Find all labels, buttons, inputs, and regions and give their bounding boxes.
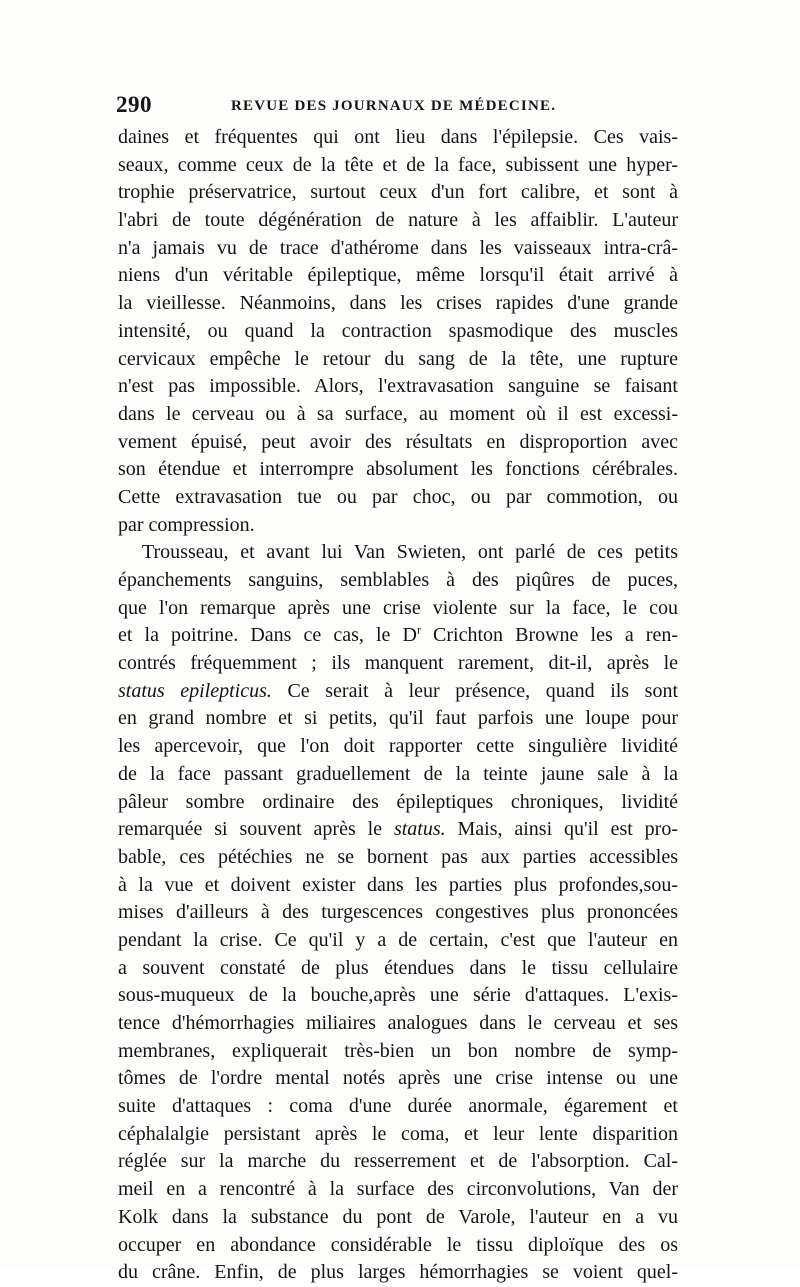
text-segment: vement épuisé, peut avoir des résultats en disproportion avec [118, 430, 678, 453]
text-line [118, 705, 678, 733]
text-segment: daines et fréquentes qui ont lieu dans l'épilepsie. Ces vais- [118, 126, 678, 148]
superscript-text: r [416, 622, 421, 637]
text-segment: du crâne. Enfin, de plus larges hémorrhagies se voient quel- [118, 1261, 678, 1284]
text-line [118, 207, 678, 235]
text-segment: les apercevoir, que l'on doit rapporter cette singulière lividité [118, 735, 678, 758]
text-segment: pâleur sombre ordinaire des épileptiques chroniques, lividité [118, 790, 678, 813]
text-segment: mises d'ailleurs à des turgescences congestives plus prononcées [118, 901, 678, 924]
text-segment: occuper en abondance considérable le tissu diploïque des os [118, 1233, 678, 1256]
text-segment: sous-muqueux de la bouche,après une série d'attaques. L'exis- [118, 984, 678, 1007]
text-segment: a souvent constaté de plus étendues dans le tissu cellulaire [118, 956, 678, 979]
text-line [118, 346, 678, 374]
text-line [118, 373, 678, 401]
text-segment: intensité, ou quand la contraction spasmodique des muscles [118, 319, 678, 342]
text-line [118, 235, 678, 263]
text-segment: Cette extravasation tue ou par choc, ou par commotion, ou [118, 485, 678, 508]
text-segment: dans le cerveau ou à sa surface, au moment où il est excessi- [118, 402, 678, 425]
italic-text: status. [393, 818, 446, 841]
text-segment: céphalalgie persistant après le coma, et leur lente disparition [118, 1122, 678, 1145]
text-segment: son étendue et interrompre absolument les fonctions cérébrales. [118, 458, 678, 481]
text-segment: seaux, comme ceux de la tête et de la face, subissent une hyper- [118, 153, 678, 176]
text-segment: et la poitrine. Dans ce cas, le D [118, 624, 417, 647]
text-segment: Ce serait à leur présence, quand ils sont [271, 679, 678, 702]
text-line [118, 622, 678, 650]
text-segment: l'abri de toute dégénération de nature à les affaiblir. L'auteur [118, 209, 678, 232]
text-segment: bable, ces pétéchies ne se bornent pas aux parties accessibles [118, 845, 678, 868]
text-segment: membranes, expliquerait très-bien un bon nombre de symp- [118, 1039, 678, 1062]
text-line [118, 816, 678, 844]
text-segment: remarquée si souvent après le [118, 818, 394, 841]
text-line [118, 678, 678, 706]
text-line [118, 872, 678, 900]
text-line [118, 539, 678, 567]
text-segment: par compression. [118, 513, 255, 536]
text-segment: cervicaux empêche le retour du sang de la tête, une rupture [118, 347, 678, 370]
text-line [118, 1065, 678, 1093]
text-line [118, 152, 678, 180]
text-segment: meil en a rencontré à la surface des circonvolutions, Van der [118, 1178, 678, 1201]
text-segment: Mais, ainsi qu'il est pro- [445, 818, 678, 841]
text-segment: à la vue et doivent exister dans les parties plus profondes,sou- [118, 873, 678, 896]
text-line [118, 789, 678, 817]
text-line [118, 733, 678, 761]
text-line [118, 456, 678, 484]
text-segment: que l'on remarque après une crise violente sur la face, le cou [118, 596, 678, 619]
text-segment: n'est pas impossible. Alors, l'extravasation sanguine se faisant [118, 375, 678, 398]
text-line [118, 512, 678, 540]
text-segment: tence d'hémorrhagies miliaires analogues dans le cerveau et ses [118, 1012, 678, 1034]
text-line [118, 262, 678, 290]
text-line [118, 1121, 678, 1149]
text-line [118, 179, 678, 207]
text-line [118, 982, 678, 1010]
text-segment: de la face passant graduellement de la teinte jaune sale à la [118, 762, 678, 785]
text-line [118, 650, 678, 678]
text-line [118, 761, 678, 789]
text-segment: Crichton Browne les a ren- [420, 624, 678, 647]
text-line [118, 1259, 678, 1287]
text-line [118, 1010, 678, 1038]
text-line [118, 290, 678, 318]
text-line [118, 318, 678, 346]
text-segment: réglée sur la marche du resserrement et de l'absorption. Cal- [118, 1150, 678, 1173]
text-segment: Kolk dans la substance du pont de Varole, l'auteur en a vu [118, 1205, 678, 1228]
running-title: REVUE DES JOURNAUX DE MÉDECINE. [231, 98, 557, 114]
text-line [118, 844, 678, 872]
text-line [118, 955, 678, 983]
text-segment: suite d'attaques : coma d'une durée anormale, égarement et [118, 1095, 678, 1118]
text-segment: trophie préservatrice, surtout ceux d'un fort calibre, et sont à [118, 181, 678, 204]
text-segment: niens d'un véritable épileptique, même lorsqu'il était arrivé à [118, 264, 678, 287]
text-segment: pendant la crise. Ce qu'il y a de certain, c'est que l'auteur en [118, 928, 678, 951]
page-number: 290 [116, 92, 152, 117]
text-line [118, 1038, 678, 1066]
text-line [118, 567, 678, 595]
body-text [118, 124, 678, 1287]
text-line [118, 401, 678, 429]
text-line [118, 1176, 678, 1204]
text-segment: contrés fréquemment ; ils manquent rarement, dit-il, après le [118, 652, 678, 675]
text-line [118, 484, 678, 512]
text-line [118, 429, 678, 457]
text-line [118, 124, 678, 152]
text-line [118, 595, 678, 623]
text-segment: tômes de l'ordre mental notés après une crise intense ou une [118, 1067, 678, 1090]
text-line [118, 1232, 678, 1260]
text-segment: épanchements sanguins, semblables à des piqûres de puces, [118, 569, 678, 591]
text-segment: n'a jamais vu de trace d'athérome dans les vaisseaux intra-crâ- [118, 236, 678, 259]
text-segment: en grand nombre et si petits, qu'il faut parfois une loupe pour [118, 707, 678, 730]
text-line [118, 1148, 678, 1176]
text-line [118, 899, 678, 927]
text-segment: la vieillesse. Néanmoins, dans les crises rapides d'une grande [118, 292, 678, 315]
text-line [118, 1204, 678, 1232]
text-line [118, 927, 678, 955]
text-segment: Trousseau, et avant lui Van Swieten, ont parlé de ces petits [142, 541, 678, 564]
text-line [118, 1093, 678, 1121]
page-header [116, 92, 676, 120]
italic-text: status epilepticus. [118, 679, 272, 702]
